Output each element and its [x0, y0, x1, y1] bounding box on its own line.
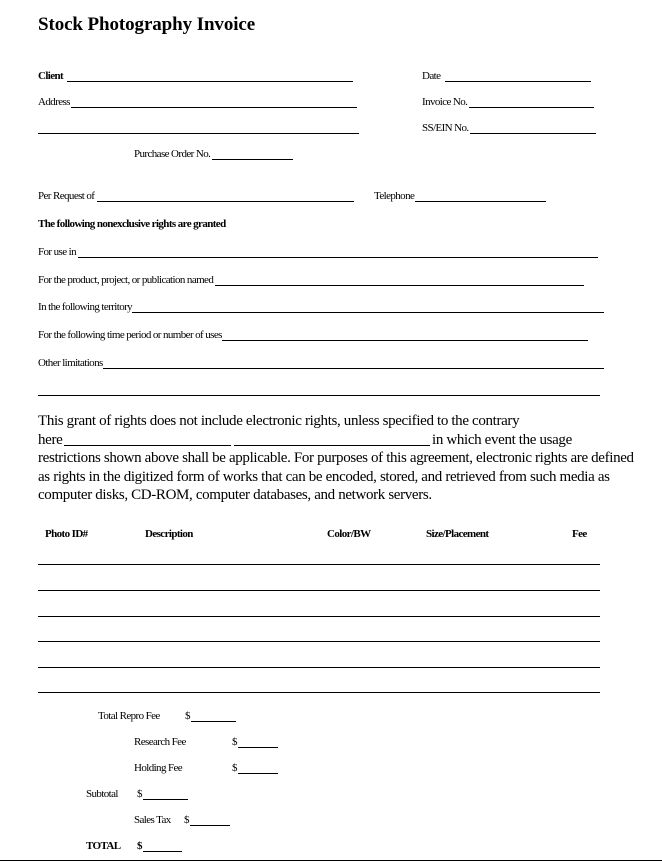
- purchase-order-field[interactable]: [212, 159, 293, 160]
- address-label: Address: [38, 96, 70, 108]
- invoice-no-field[interactable]: [469, 107, 594, 108]
- paragraph-line-2-start: here: [38, 431, 63, 448]
- holding-fee-field[interactable]: [238, 773, 278, 774]
- table-row[interactable]: [38, 590, 600, 591]
- ss-ein-field[interactable]: [470, 133, 596, 134]
- other-limitations-field-2[interactable]: [38, 395, 600, 396]
- paragraph-line-2-end: in which event the usage: [432, 431, 572, 448]
- table-row[interactable]: [38, 692, 600, 693]
- research-fee-currency: $: [232, 736, 237, 748]
- total-repro-fee-currency: $: [185, 710, 190, 722]
- paragraph-line-5: computer disks, CD-ROM, computer databases, and network servers.: [38, 487, 432, 503]
- sales-tax-label: Sales Tax: [134, 814, 171, 826]
- territory-label: In the following territory: [38, 301, 133, 313]
- subtotal-currency: $: [137, 788, 142, 800]
- electronic-rights-field-2[interactable]: [234, 445, 430, 446]
- telephone-label: Telephone: [374, 190, 415, 202]
- time-period-field[interactable]: [222, 340, 588, 341]
- address-field[interactable]: [71, 107, 357, 108]
- sales-tax-field[interactable]: [190, 825, 230, 826]
- total-repro-fee-field[interactable]: [191, 721, 236, 722]
- rights-heading: The following nonexclusive rights are granted: [38, 218, 226, 230]
- other-limitations-label: Other limitations: [38, 357, 103, 369]
- header-size-placement: Size/Placement: [426, 528, 489, 540]
- header-photo-id: Photo ID#: [45, 528, 88, 540]
- header-fee: Fee: [572, 528, 587, 540]
- page-bottom-border: [0, 860, 662, 861]
- subtotal-label: Subtotal: [86, 788, 118, 800]
- telephone-field[interactable]: [415, 201, 546, 202]
- research-fee-label: Research Fee: [134, 736, 186, 748]
- date-field[interactable]: [445, 81, 591, 82]
- territory-field[interactable]: [132, 312, 604, 313]
- total-repro-fee-label: Total Repro Fee: [98, 710, 160, 722]
- date-label: Date: [422, 70, 441, 82]
- purchase-order-label: Purchase Order No.: [134, 148, 211, 160]
- time-period-label: For the following time period or number of uses: [38, 329, 222, 341]
- ss-ein-label: SS/EIN No.: [422, 122, 469, 134]
- total-field[interactable]: [143, 851, 182, 852]
- address-line-2-field[interactable]: [38, 133, 359, 134]
- table-row[interactable]: [38, 616, 600, 617]
- paragraph-line-4: as rights in the digitized form of works that can be encoded, stored, and retrieved from such media as: [38, 468, 610, 485]
- paragraph-line-1: This grant of rights does not include electronic rights, unless specified to the contrary: [38, 413, 520, 429]
- table-row[interactable]: [38, 641, 600, 642]
- per-request-label: Per Request of: [38, 190, 95, 202]
- table-row[interactable]: [38, 667, 600, 668]
- header-description: Description: [145, 528, 193, 540]
- holding-fee-label: Holding Fee: [134, 762, 183, 774]
- for-use-in-label: For use in: [38, 246, 77, 258]
- electronic-rights-field-1[interactable]: [64, 445, 231, 446]
- subtotal-field[interactable]: [143, 799, 188, 800]
- per-request-field[interactable]: [97, 201, 354, 202]
- other-limitations-field[interactable]: [103, 368, 604, 369]
- product-label: For the product, project, or publication named: [38, 274, 214, 286]
- total-label: TOTAL: [86, 840, 121, 852]
- header-color-bw: Color/BW: [327, 528, 371, 540]
- client-label: Client: [38, 70, 64, 82]
- sales-tax-currency: $: [184, 814, 189, 826]
- holding-fee-currency: $: [232, 762, 237, 774]
- invoice-no-label: Invoice No.: [422, 96, 468, 108]
- electronic-rights-paragraph: [38, 412, 634, 505]
- page-title: Stock Photography Invoice: [38, 14, 256, 35]
- paragraph-line-2: [38, 431, 628, 450]
- for-use-in-field[interactable]: [78, 257, 598, 258]
- research-fee-field[interactable]: [238, 747, 278, 748]
- table-row[interactable]: [38, 564, 600, 565]
- paragraph-line-3: restrictions shown above shall be applicable. For purposes of this agreement, electronic rights are defined: [38, 450, 634, 466]
- total-currency: $: [137, 840, 142, 852]
- product-field[interactable]: [215, 285, 584, 286]
- client-field[interactable]: [67, 81, 353, 82]
